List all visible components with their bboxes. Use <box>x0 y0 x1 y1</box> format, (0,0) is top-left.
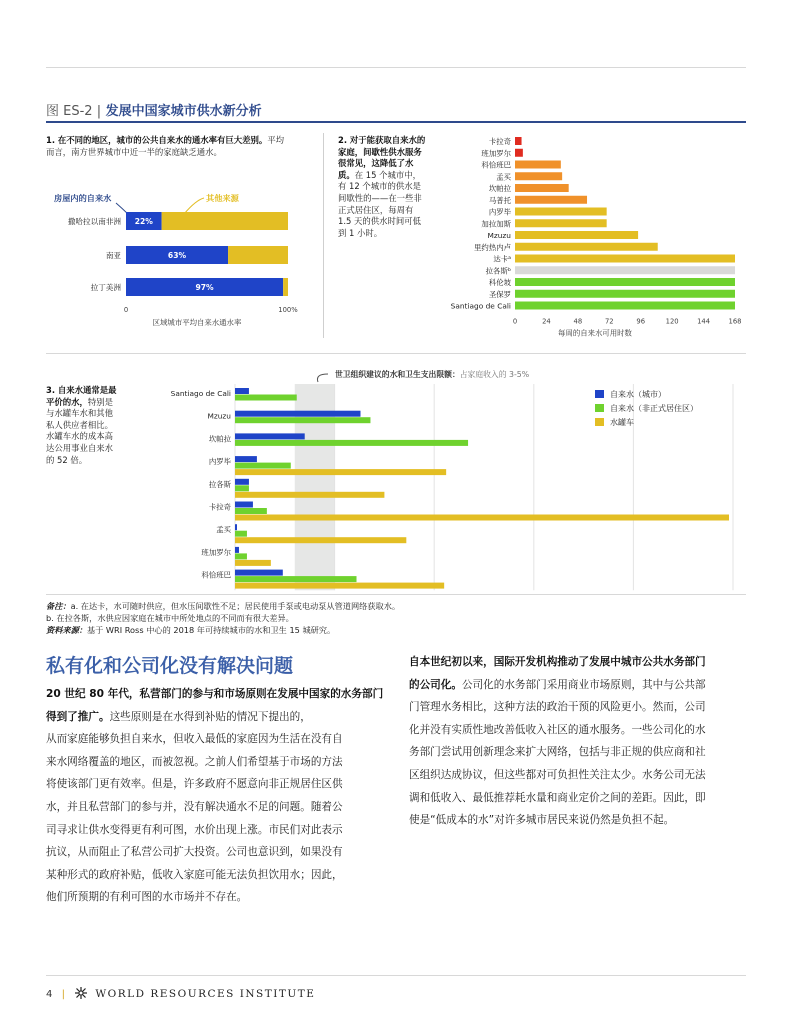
cost-bar-piped-informal <box>235 440 468 446</box>
supply-hours-bar <box>515 290 735 298</box>
supply-hours-bar <box>515 278 735 286</box>
cost-bar-piped-informal <box>235 531 247 537</box>
panel-divider-horizontal <box>46 353 746 354</box>
panel3-heading-bold: 3. 自来水通常是最平价的水， <box>46 385 117 407</box>
para2-line6: 区组织达成协议，但这些都对可负担性关注太少。水务公司无法 <box>409 768 706 781</box>
cost-bar-piped-city <box>235 502 253 508</box>
para2-line3: 门管理水务相比，这种方法的政治干预的风险更小。然而，公司 <box>409 701 706 714</box>
city-label: 里约热内卢 <box>474 242 511 252</box>
panel2-heading-rest: 在 15 个城市中，有 12 个城市的供水是间歇性的——在一些非正式居住区，每周有 1.5 天的供水时间可低到 1 小时。 <box>338 169 422 238</box>
cost-bar-piped-city <box>235 570 283 576</box>
source-label: 资料来源： <box>46 625 87 635</box>
cost-bar-tanker <box>235 469 446 475</box>
cost-bar-piped-informal <box>235 395 297 401</box>
supply-hours-bar <box>515 196 587 204</box>
body-column-right <box>409 651 749 832</box>
supply-hours-bar <box>515 208 607 216</box>
top-rule <box>46 67 746 68</box>
who-annotation <box>335 369 529 379</box>
city-label: 科恰班巴 <box>481 160 511 170</box>
para1-line7: 司寻求让供水变得更有利可图，水价出现上涨。市民们对此表示 <box>46 823 343 836</box>
city-label: 坎帕拉 <box>488 184 511 193</box>
para1-line10: 他们所预期的有利可图的水市场并不存在。 <box>46 891 248 904</box>
bar-other-sources <box>228 246 288 264</box>
cost-bar-piped-city <box>235 388 249 394</box>
city-label: Santiago de Cali <box>450 301 511 311</box>
panel2-heading <box>338 135 426 239</box>
x-tick-label: 168 <box>728 317 742 326</box>
cost-bar-piped-informal <box>235 463 291 469</box>
supply-hours-bar <box>515 302 735 310</box>
bar-value-label: 97% <box>195 283 214 292</box>
para2-line5: 务部门尝试用创新理念来扩大网络，包括与非正规的供应商和社 <box>409 746 706 759</box>
bar-value-label: 63% <box>167 251 187 260</box>
city-label: 坎帕拉 <box>208 434 231 444</box>
footer-org: WORLD RESOURCES INSTITUTE <box>95 988 316 1000</box>
x-tick-label: 72 <box>604 317 614 326</box>
supply-hours-bar <box>515 219 607 227</box>
para1-line3: 从而家庭能够负担自来水，但收入最低的家庭因为生活在没有自 <box>46 733 343 746</box>
x-tick-0: 0 <box>123 306 129 314</box>
para1-line5: 将使该部门更有效率。但是，许多政府不愿意向非正规居住区供 <box>46 778 343 791</box>
cost-bar-tanker <box>235 583 444 589</box>
city-label: Mzuzu <box>487 231 511 240</box>
city-label: Santiago de Cali <box>170 389 231 398</box>
x-tick-label: 0 <box>512 317 518 326</box>
note-a: a. 在达卡，水可随时供应，但水压间歇性不足；居民使用手泵或电动泵从管道网络获取水。 <box>70 601 401 611</box>
city-label: 达卡ᵃ <box>493 254 511 264</box>
source-text: 基于 WRI Ross 中心的 2018 年可持续城市的水和卫生 15 城研究。 <box>86 625 336 635</box>
section-heading: 私有化和公司化没有解决问题 <box>46 655 294 677</box>
para2-bold1: 自本世纪初以来，国际开发机构推动了发展中城市公共水务部门 <box>409 656 706 668</box>
cost-bar-piped-informal <box>235 576 357 582</box>
body-column-left <box>46 683 392 909</box>
footer <box>46 986 315 1000</box>
x-tick-100: 100% <box>278 306 298 314</box>
city-label: 加拉加斯 <box>481 219 511 229</box>
note-a-line <box>46 600 746 612</box>
cost-bar-piped-city <box>235 433 305 439</box>
supply-hours-bar <box>515 243 658 251</box>
page-number: 4 <box>46 989 53 1000</box>
source-line <box>46 624 746 636</box>
panel1-heading-rest: 平均而言，南方世界城市中近一半的家庭缺乏通水。 <box>46 135 285 157</box>
cost-bar-piped-informal <box>235 508 267 514</box>
para1-bold: 20 世纪 80 年代，私营部门的参与和市场原则在发展中国家的水务部门得到了推广。 <box>46 688 384 723</box>
title-underline <box>46 121 746 123</box>
city-label: 孟买 <box>496 172 511 182</box>
cost-bar-piped-city <box>235 547 239 553</box>
para2-line4: 化并没有实质性地改善低收入社区的通水服务。一些公司化的水 <box>409 723 706 736</box>
city-label: Mzuzu <box>207 411 231 421</box>
city-label: 圣保罗 <box>488 289 511 299</box>
x-tick-label: 120 <box>665 317 679 326</box>
who-value: 占家庭收入的 3-5% <box>459 370 530 379</box>
city-label: 马普托 <box>488 195 511 205</box>
cost-bar-piped-informal <box>235 553 247 559</box>
cost-bar-tanker <box>235 492 384 498</box>
para2-bold2: 的公司化。 <box>409 678 462 691</box>
city-label: 班加罗尔 <box>201 547 231 557</box>
wri-logo-icon <box>74 986 88 1000</box>
cost-bar-piped-informal <box>235 417 370 423</box>
legend-swatch <box>595 390 604 398</box>
city-label: 拉各斯ᵇ <box>485 266 511 276</box>
who-pointer <box>317 374 328 382</box>
x-tick-label: 24 <box>542 317 551 326</box>
panel2-chart <box>430 133 750 345</box>
bar-category-label: 撒哈拉以南非洲 <box>67 217 121 226</box>
legend-label: 自来水（城市） <box>610 390 666 399</box>
bar-category-label: 拉丁美洲 <box>90 283 121 292</box>
bar-other-sources <box>162 212 288 230</box>
figure-label: 图 ES-2 | <box>46 104 102 119</box>
para2-line8: 使是“低成本的水”对许多城市居民来说仍然是负担不起。 <box>409 814 675 827</box>
footer-rule <box>46 975 746 976</box>
city-label: 科恰班巴 <box>201 570 231 580</box>
supply-hours-bar <box>515 231 638 239</box>
who-label: 世卫组织建议的水和卫生支出限额： <box>335 370 460 379</box>
city-label: 卡拉奇 <box>208 502 231 512</box>
cost-bar-tanker <box>235 560 271 566</box>
figure-notes <box>46 600 746 636</box>
legend-label: 水罐车 <box>610 418 634 427</box>
cost-bar-tanker <box>235 537 406 543</box>
supply-hours-bar <box>515 184 569 192</box>
cost-bar-tanker <box>235 515 729 521</box>
legend-label-other: 其他来源 <box>206 193 239 203</box>
note-label: 备注： <box>46 601 71 611</box>
panel1-heading <box>46 135 291 158</box>
para1-line2: 这些原则是在水得到补贴的情况下提出的， <box>109 710 311 723</box>
cost-bar-piped-city <box>235 411 360 417</box>
para1-line9: 某种形式的政府补贴，低收入家庭可能无法负担饮用水；因此， <box>46 868 343 881</box>
supply-hours-bar <box>515 149 523 157</box>
cost-bar-piped-informal <box>235 485 249 491</box>
city-label: 科伦坡 <box>488 278 511 287</box>
figure-title-text: 发展中国家城市供水新分析 <box>105 104 262 119</box>
supply-hours-bar <box>515 137 522 145</box>
other-pointer <box>184 198 204 214</box>
city-label: 拉各斯 <box>208 479 231 489</box>
city-label: 内罗毕 <box>488 207 511 217</box>
footer-separator: | <box>61 989 65 1000</box>
panel-divider-vertical <box>323 133 324 338</box>
city-label: 卡拉奇 <box>488 137 511 146</box>
supply-hours-bar <box>515 266 735 274</box>
panel1-heading-bold: 1. 在不同的地区，城市的公共自来水的通水率有巨大差别。 <box>46 135 268 145</box>
legend-swatch <box>595 418 604 426</box>
panel2-heading-bold: 2. 对于能获取自来水的家庭，间歇性供水服务很常见，这降低了水质。 <box>338 135 426 180</box>
panel3-heading-rest: 特别是与水罐车水和其他私人供应者相比。水罐车水的成本高达公用事业自来水的 52 倍。 <box>46 396 113 465</box>
cost-bar-piped-city <box>235 456 257 462</box>
para1-line8: 抗议，从而阻止了私营公司扩大投资。公司也意识到，如果没有 <box>46 846 343 859</box>
panel3-heading <box>46 385 118 466</box>
x-axis-label: 区域城市平均自来水通水率 <box>152 318 242 327</box>
supply-hours-bar <box>515 255 735 263</box>
bar-value-label: 22% <box>134 217 153 226</box>
x-tick-label: 48 <box>573 317 583 326</box>
supply-hours-bar <box>515 161 561 169</box>
x-tick-label: 96 <box>636 317 646 326</box>
cost-bar-piped-city <box>235 524 237 530</box>
cost-bar-piped-city <box>235 479 249 485</box>
legend-label-indoor: 房屋内的自来水 <box>54 193 112 203</box>
supply-hours-bar <box>515 172 562 180</box>
legend-label: 自来水（非正式居住区） <box>610 404 698 413</box>
x-tick-label: 144 <box>697 317 711 326</box>
para2-line7: 调和低收入、最低推荐耗水量和商业定价之间的差距。因此，即 <box>409 791 706 804</box>
panel3-chart <box>150 362 750 592</box>
figure-title <box>46 100 262 119</box>
legend-swatch <box>595 404 604 412</box>
city-label: 班加罗尔 <box>481 148 511 158</box>
notes-rule <box>46 594 746 595</box>
para1-line4: 来水网络覆盖的地区，而被忽视。之前人们希望基于市场的方法 <box>46 755 343 768</box>
bar-other-sources <box>283 278 288 296</box>
city-label: 内罗毕 <box>208 457 231 467</box>
x-axis-label: 每周的自来水可用时数 <box>558 328 632 338</box>
city-label: 孟买 <box>216 525 231 535</box>
para1-line6: 水，并且私营部门的参与并，没有解决通水不足的问题。随着公 <box>46 800 343 813</box>
para2-line1-rest: 公司化的水务部门采用商业市场原则，其中与公共部 <box>461 678 706 691</box>
bar-category-label: 南亚 <box>105 251 121 260</box>
note-b: b. 在拉各斯，水供应因家庭在城市中所处地点的不同而有很大差异。 <box>46 613 294 623</box>
panel1-chart <box>46 188 316 338</box>
